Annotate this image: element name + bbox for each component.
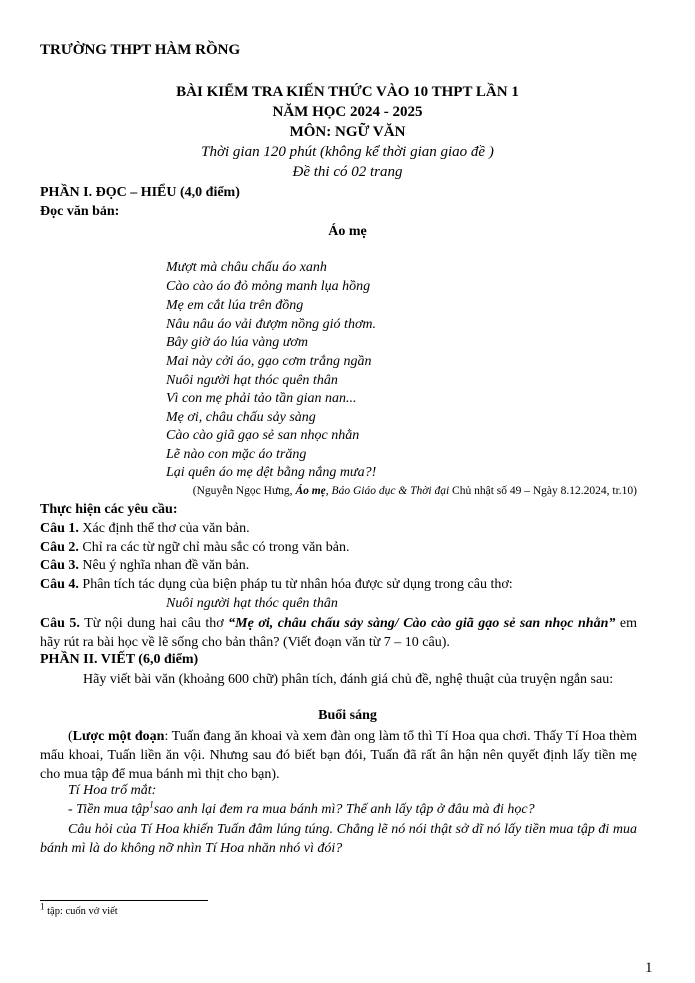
source-work: Áo mẹ	[295, 485, 326, 497]
source-author: (Nguyễn Ngọc Hưng,	[192, 485, 296, 497]
source-issue: Chủ nhật số 49 – Ngày 8.12.2024, tr.10)	[449, 485, 637, 497]
school-year: NĂM HỌC 2024 - 2025	[272, 104, 423, 120]
story-line-3: Câu hỏi của Tí Hoa khiến Tuấn đâm lúng túng. Chẳng lẽ nó nói thật sở dĩ nó lấy tiền mua tập đi mua bánh mì là do không nỡ nhìn Tí Hoa nhăn nhó vì đói?	[40, 822, 637, 856]
summary-open: (	[68, 729, 73, 744]
poem-line: Nuôi người hạt thóc quên thân	[166, 373, 338, 388]
story-line-1: Tí Hoa trố mắt:	[68, 783, 157, 798]
footnote-text: tập: cuốn vở viết	[44, 906, 118, 917]
question-4	[40, 577, 513, 593]
school-name: TRƯỜNG THPT HÀM RỒNG	[40, 42, 241, 58]
footnote-ref: 1	[149, 799, 154, 810]
question-label: Câu 1.	[40, 521, 79, 536]
question-text: Nêu ý nghĩa nhan đề văn bản.	[78, 558, 250, 573]
poem-line: Mai này cởi áo, gạo cơm trắng ngần	[166, 354, 372, 369]
poem-line: Mẹ em cắt lúa trên đồng	[166, 298, 304, 313]
part2-heading: PHẦN II. VIẾT (6,0 điểm)	[40, 652, 199, 667]
q5-post: em hãy rút ra bài học về lẽ sống cho bản thân? (Viết đoạn văn từ 7 – 10 câu).	[40, 616, 637, 650]
question-label: Câu 3.	[40, 558, 79, 573]
poem-line: Mượt mà châu chấu áo xanh	[166, 260, 327, 275]
question-5	[40, 614, 637, 652]
poem-line: Cào cào áo đỏ mỏng manh lụa hồng	[166, 279, 371, 294]
question-text: Xác định thể thơ của văn bản.	[78, 521, 250, 536]
poem-source	[193, 485, 637, 497]
poem-title: Áo mẹ	[328, 224, 367, 239]
part1-heading: PHẦN I. ĐỌC – HIỂU (4,0 điểm)	[40, 185, 240, 200]
question-2	[40, 540, 350, 556]
summary-text: : Tuấn đang ăn khoai và xem đàn ong làm tổ thì Tí Hoa qua chơi. Thấy Tí Hoa thèm mẩu khoai, Tuấn liền ăn vội. Nhưng sau đó biết bạn đói, Tuấn đã rất ân hận nên quyết định lấy tiền mẹ cho mua tập để mua bánh mì thịt cho bạn).	[40, 729, 637, 782]
q5-quote: “Mẹ ơi, châu chấu sảy sàng/ Cào cào giã gạo sẻ san nhọc nhằn”	[228, 616, 616, 631]
writing-prompt: Hãy viết bài văn (khoảng 600 chữ) phân tích, đánh giá chủ đề, nghệ thuật của truyện ngắn sau:	[83, 672, 614, 687]
q5-pre: Từ nội dung hai câu thơ	[79, 616, 229, 631]
subject-title: MÔN: NGỮ VĂN	[289, 124, 406, 140]
question-label: Câu 2.	[40, 540, 79, 555]
question-label: Câu 5.	[40, 616, 80, 631]
story-line-2	[68, 799, 535, 818]
exam-duration: Thời gian 120 phút (không kể thời gian giao đề )	[201, 144, 494, 160]
poem-line: Mẹ ơi, châu chấu sảy sàng	[166, 410, 316, 425]
read-label: Đọc văn bản:	[40, 204, 120, 219]
exam-title: BÀI KIỂM TRA KIẾN THỨC VÀO 10 THPT LẦN 1	[176, 84, 519, 100]
question-text: Chỉ ra các từ ngữ chỉ màu sắc có trong văn bản.	[78, 540, 350, 555]
poem-line: Cào cào giã gạo sẻ san nhọc nhằn	[166, 428, 360, 443]
poem-line: Lẽ nào con mặc áo trăng	[166, 447, 307, 462]
source-paper: , Báo Giáo dục & Thời đại	[325, 485, 450, 497]
q4-quote: Nuôi người hạt thóc quên thân	[166, 596, 338, 611]
page-count-note: Đề thi có 02 trang	[292, 164, 403, 180]
summary-label: Lược một đoạn	[72, 729, 165, 744]
page-number: 1	[645, 960, 653, 976]
story-title: Buổi sáng	[318, 708, 377, 723]
footnote-mark: 1	[40, 901, 45, 912]
tasks-label: Thực hiện các yêu cầu:	[40, 502, 178, 517]
question-label: Câu 4.	[40, 577, 79, 592]
poem-line: Bây giờ áo lúa vàng ươm	[166, 335, 308, 350]
question-3	[40, 558, 249, 574]
line2-pre: - Tiền mua tập	[68, 802, 150, 817]
footnote-divider	[40, 900, 208, 901]
poem-line: Nâu nâu áo vải đượm nồng gió thơm.	[166, 317, 377, 332]
poem-line: Vì con mẹ phải tảo tần gian nan...	[166, 391, 357, 406]
question-text: Phân tích tác dụng của biện pháp tu từ nhân hóa được sử dụng trong câu thơ:	[78, 577, 513, 592]
footnote	[40, 901, 118, 917]
line2-post: sao anh lại đem ra mua bánh mì? Thế anh lấy tập ở đâu mà đi học?	[153, 802, 535, 817]
question-1	[40, 521, 250, 537]
story-summary	[40, 727, 637, 784]
poem-line: Lại quên áo mẹ dệt bằng nắng mưa?!	[166, 465, 377, 480]
